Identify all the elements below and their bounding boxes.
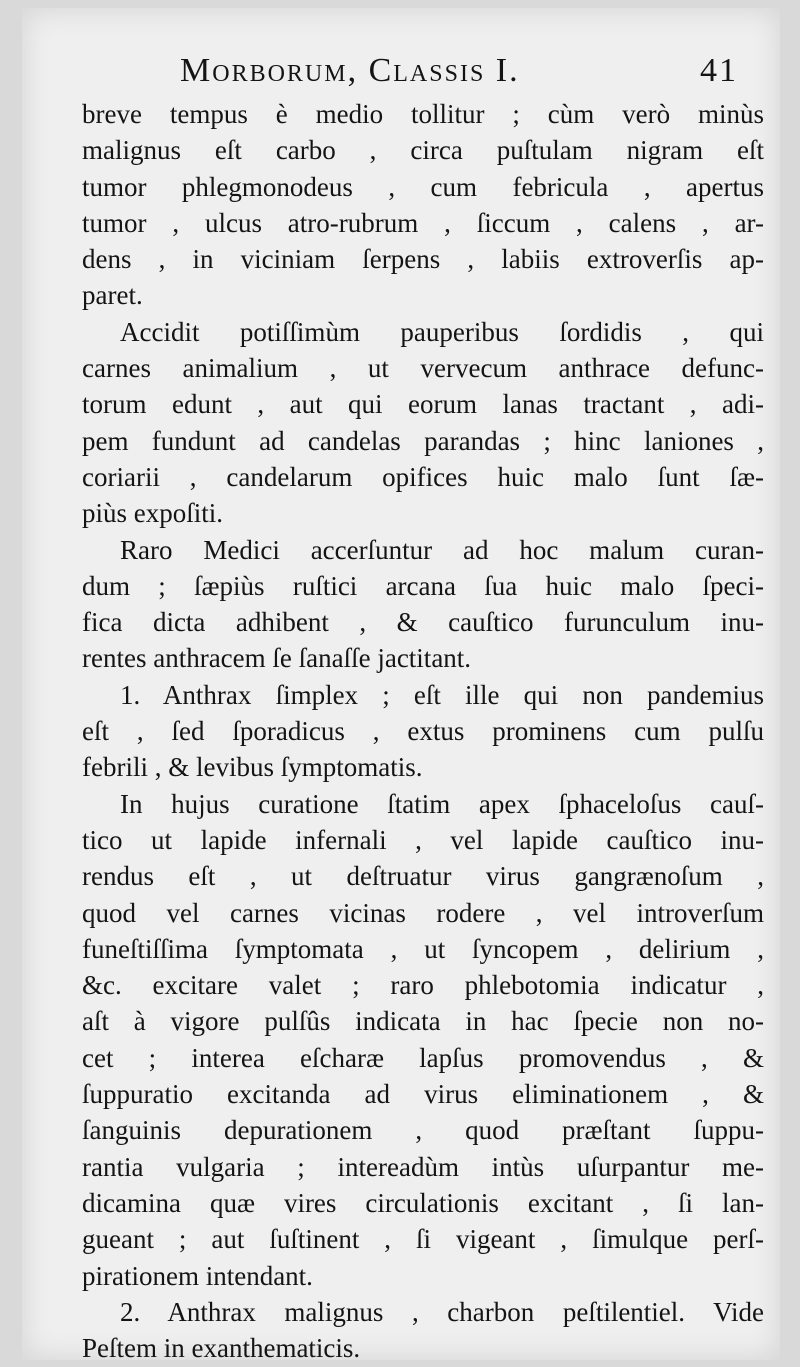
text-line: rendus eſt , ut deſtruatur virus gangrænoſum , <box>82 861 764 892</box>
text-line: Peſtem in exanthematicis. <box>82 1333 361 1364</box>
running-header <box>180 52 780 96</box>
text-line: paret. <box>82 280 143 311</box>
text-line: &c. excitare valet ; raro phlebotomia indicatur , <box>82 970 764 1001</box>
text-line: rentes anthracem ſe ſanaſſe jactitant. <box>82 643 472 674</box>
text-line: 2. Anthrax malignus , charbon peſtilentiel. Vide <box>120 1296 764 1327</box>
text-line: ſuppuratio excitanda ad virus eliminationem , & <box>82 1079 764 1110</box>
text-line: tumor phlegmonodeus , cum febricula , apertus <box>82 171 764 202</box>
text-line: aſt à vigore pulſûs indicata in hac ſpecie non no- <box>82 1006 764 1037</box>
body-text <box>82 96 764 1366</box>
text-line: dens , in viciniam ſerpens , labiis extroverſis ap- <box>82 244 764 275</box>
text-line: pirationem intendant. <box>82 1260 313 1291</box>
text-line: cet ; interea eſcharæ lapſus promovendus , & <box>82 1042 764 1073</box>
book-page <box>22 8 780 1364</box>
text-line: malignus eſt carbo , circa puſtulam nigram eſt <box>82 135 764 166</box>
text-line: gueant ; aut ſuſtinent , ſi vigeant , ſimulque perſ- <box>82 1224 764 1255</box>
text-line: fica dicta adhibent , & cauſtico furunculum inu- <box>82 607 764 638</box>
text-line: In hujus curatione ſtatim apex ſphaceloſus cauſ- <box>120 788 764 819</box>
text-line: Accidit potiſſimùm pauperibus ſordidis , qui <box>120 316 764 347</box>
text-line: dum ; ſæpiùs ruſtici arcana ſua huic malo ſpeci- <box>82 570 764 601</box>
text-line: coriarii , candelarum opifices huic malo ſunt ſæ- <box>82 461 764 492</box>
text-line: carnes animalium , ut vervecum anthrace defunc- <box>82 353 764 384</box>
text-line: ſanguinis depurationem , quod præſtant ſuppu- <box>82 1115 764 1146</box>
text-line: rantia vulgaria ; intereadùm intùs uſurpantur me- <box>82 1151 764 1182</box>
page-number: 41 <box>700 52 738 89</box>
text-line: eſt , ſed ſporadicus , extus prominens cum pulſu <box>82 716 764 747</box>
text-line: dicamina quæ vires circulationis excitant , ſi lan- <box>82 1187 764 1218</box>
text-line: breve tempus è medio tollitur ; cùm verò minùs <box>82 99 764 129</box>
text-line: funeſtiſſima ſymptomata , ut ſyncopem , delirium , <box>82 933 764 964</box>
running-title: Morborum, Classis I. <box>180 52 520 89</box>
text-line: piùs expoſiti. <box>82 498 223 529</box>
text-line: pem fundunt ad candelas parandas ; hinc laniones , <box>82 425 764 456</box>
text-line: 1. Anthrax ſimplex ; eſt ille qui non pandemius <box>120 679 764 710</box>
text-line: tico ut lapide infernali , vel lapide cauſtico inu- <box>82 824 764 855</box>
text-line: Raro Medici accerſuntur ad hoc malum curan- <box>120 534 764 565</box>
text-line: febrili , & levibus ſymptomatis. <box>82 752 423 783</box>
text-line: quod vel carnes vicinas rodere , vel introverſum <box>82 897 764 928</box>
text-line: tumor , ulcus atro-rubrum , ſiccum , calens , ar- <box>82 207 764 238</box>
text-line: torum edunt , aut qui eorum lanas tractant , adi- <box>82 389 764 420</box>
